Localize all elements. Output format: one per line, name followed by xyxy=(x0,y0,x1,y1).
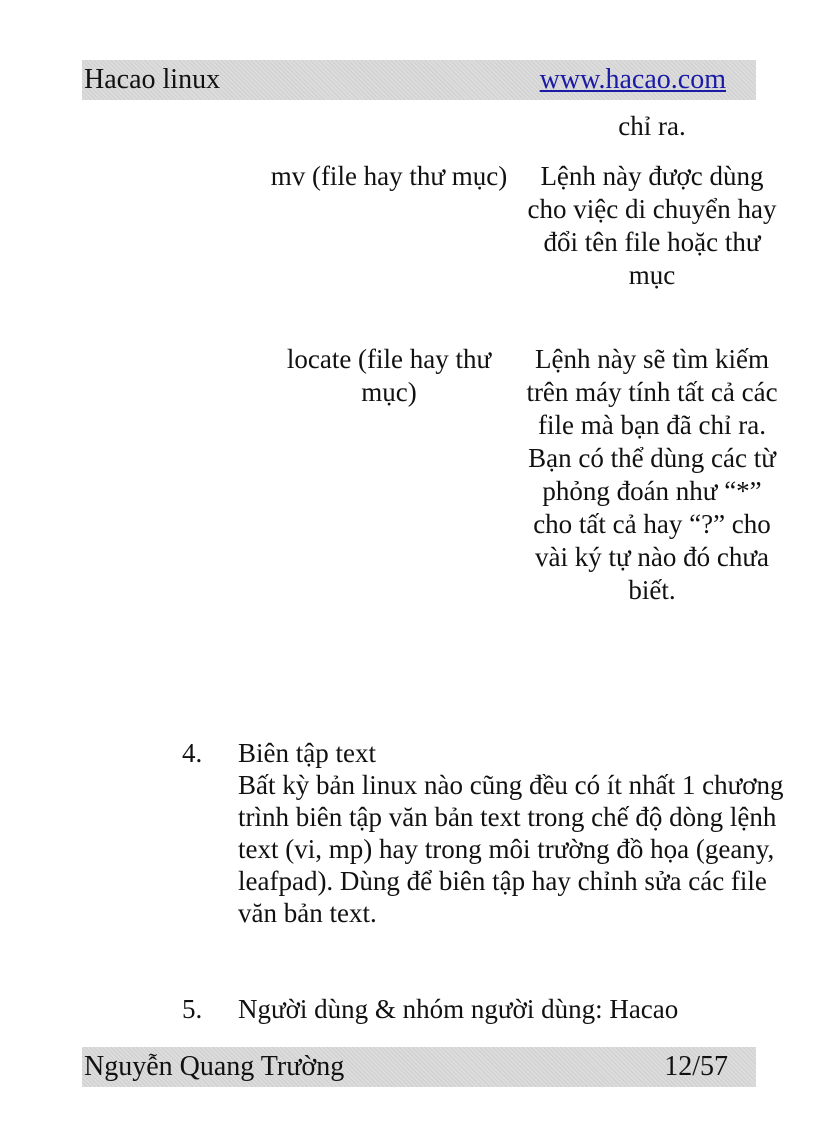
table-cell-description-mv: Lệnh này được dùng cho việc di chuyển hay đổi tên file hoặc thư mục xyxy=(527,161,777,290)
header-website-link[interactable]: www.hacao.com xyxy=(539,64,726,95)
footer-author: Nguyễn Quang Trường xyxy=(84,1051,345,1082)
page-footer xyxy=(82,1047,756,1087)
table-cell-description-locate: Lệnh này sẽ tìm kiếm trên máy tính tất cả các file mà bạn đã chỉ ra. Bạn có thể dùng các từ phỏng đoán như “*” cho tất cả hay “?” cho vài ký tự nào đó chưa biết. xyxy=(526,344,778,605)
header-title: Hacao linux xyxy=(84,64,221,95)
table-cell-continuation: chỉ ra. xyxy=(618,111,686,141)
list-item-title: Biên tập text xyxy=(238,738,376,768)
list-item-body: Bất kỳ bản linux nào cũng đều có ít nhất 1 chương trình biên tập văn bản text trong chế độ dòng lệnh text (vi, mp) hay trong môi trường đồ họa (geany, leafpad). Dùng để biên tập hay chỉnh sửa các file văn bản text. xyxy=(238,770,784,928)
list-number: 5. xyxy=(182,994,203,1024)
page-number: 12/57 xyxy=(664,1051,728,1082)
table-cell-command-mv: mv (file hay thư mục) xyxy=(270,161,508,191)
page-header xyxy=(82,60,756,100)
list-item-title: Người dùng & nhóm người dùng: Hacao xyxy=(238,994,679,1024)
list-number: 4. xyxy=(182,738,203,768)
table-cell-command-locate: locate (file hay thư mục) xyxy=(286,344,492,407)
